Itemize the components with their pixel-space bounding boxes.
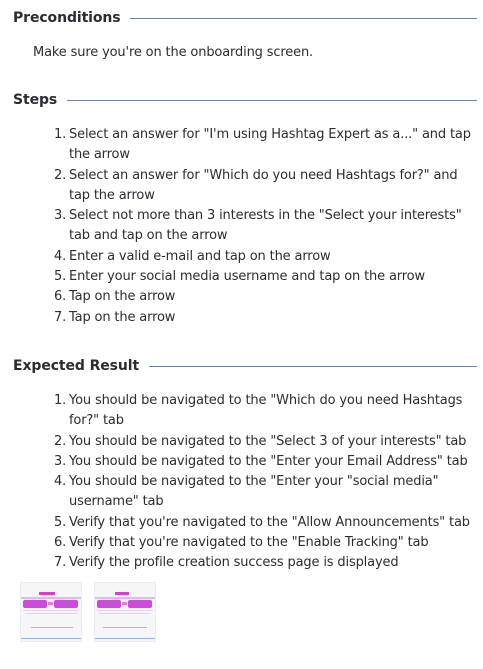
step-text: Select not more than 3 interests in the "Select your interests" tab and tap on the arrow	[69, 208, 462, 244]
step-item	[54, 308, 479, 328]
section-divider	[149, 366, 477, 367]
step-item	[54, 267, 479, 287]
thumbnail-image	[21, 583, 81, 641]
section-divider	[67, 100, 477, 101]
preconditions-title: Preconditions	[13, 10, 121, 26]
expected-text: Verify the profile creation success page is displayed	[69, 555, 399, 571]
expected-text: Verify that you're navigated to the "Allow Announcements" tab	[69, 514, 470, 530]
attachment-thumbnail[interactable]	[94, 582, 156, 642]
step-text: Select an answer for "I'm using Hashtag Expert as a..." and tap the arrow	[69, 127, 471, 163]
expected-number: 4.	[54, 474, 67, 490]
step-number: 3.	[54, 208, 67, 224]
steps-header	[13, 90, 477, 110]
step-text: Tap on the arrow	[69, 309, 176, 325]
expected-number: 7.	[54, 555, 67, 571]
expected-item	[54, 533, 479, 553]
expected-item	[54, 553, 479, 573]
step-number: 2.	[54, 167, 67, 183]
expected-item	[54, 391, 479, 432]
expected-number: 3.	[54, 453, 67, 469]
thumbnail-image	[95, 583, 155, 641]
expected-item	[54, 513, 479, 533]
expected-text: Verify that you're navigated to the "Enable Tracking" tab	[69, 535, 429, 551]
step-number: 1.	[54, 127, 67, 142]
expected-title: Expected Result	[13, 358, 140, 374]
step-text: Tap on the arrow	[69, 289, 176, 305]
expected-item	[54, 432, 479, 452]
step-item	[54, 247, 479, 267]
step-item	[54, 287, 479, 307]
expected-number: 1.	[54, 393, 67, 408]
preconditions-header	[13, 8, 477, 28]
section-divider	[130, 18, 477, 19]
attachment-thumbnail[interactable]	[20, 582, 82, 642]
step-number: 5.	[54, 269, 67, 285]
expected-number: 2.	[54, 433, 67, 449]
expected-number: 5.	[54, 514, 67, 530]
step-item	[54, 166, 479, 207]
expected-item	[54, 472, 479, 513]
step-text: Enter your social media username and tap on the arrow	[69, 269, 425, 285]
steps-list	[54, 125, 479, 328]
step-number: 7.	[54, 309, 67, 325]
step-number: 4.	[54, 248, 67, 264]
preconditions-text: Make sure you're on the onboarding screen.	[33, 45, 314, 60]
step-item	[54, 125, 479, 166]
step-number: 6.	[54, 289, 67, 305]
attachment-thumbnails	[20, 582, 156, 642]
expected-text: You should be navigated to the "Enter your "social media" username" tab	[69, 474, 439, 510]
expected-number: 6.	[54, 535, 67, 551]
step-text: Select an answer for "Which do you need Hashtags for?" and tap the arrow	[69, 167, 458, 203]
expected-text: You should be navigated to the "Which do you need Hashtags for?" tab	[69, 393, 463, 429]
step-item	[54, 206, 479, 247]
step-text: Enter a valid e-mail and tap on the arrow	[69, 248, 331, 264]
expected-text: You should be navigated to the "Enter your Email Address" tab	[69, 453, 468, 469]
expected-text: You should be navigated to the "Select 3 of your interests" tab	[69, 433, 467, 449]
expected-item	[54, 452, 479, 472]
steps-title: Steps	[13, 92, 58, 108]
expected-list	[54, 391, 479, 574]
expected-header	[13, 356, 477, 376]
